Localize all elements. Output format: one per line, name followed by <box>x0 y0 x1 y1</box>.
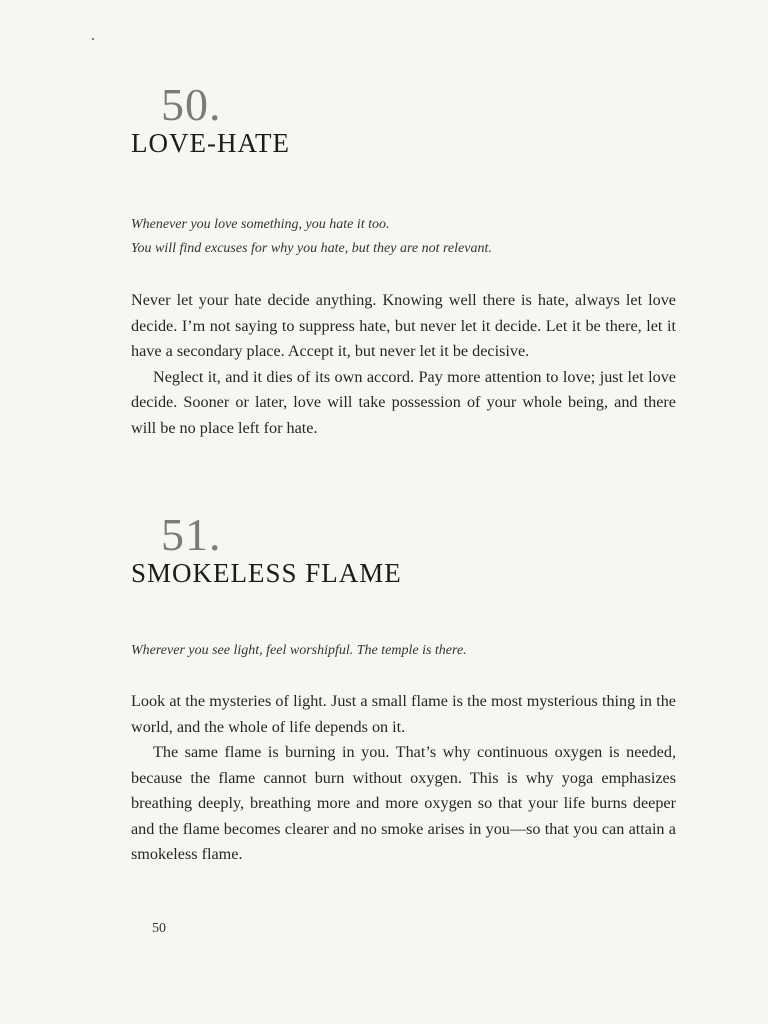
section-title: LOVE-HATE <box>131 128 290 158</box>
section-love-hate <box>131 79 676 441</box>
epigraph <box>131 213 676 261</box>
paragraph: The same flame is burning in you. That’s why continuous oxygen is needed, because the flame cannot burn without oxygen. This is why yoga emphasizes breathing deeply, breathing more and more oxygen so that your life burns deeper and the flame becomes clearer and no smoke arises in you—so that you can attain a smokeless flame. <box>131 743 676 863</box>
epigraph-line: Whenever you love something, you hate it too. <box>131 217 390 232</box>
epigraph-line: You will find excuses for why you hate, but they are not relevant. <box>131 241 492 256</box>
section-number: 51. <box>161 509 222 560</box>
paragraph: Neglect it, and it dies of its own accord. Pay more attention to love; just let love decide. Sooner or later, love will take possession of your whole being, and there will be no place left for hate. <box>131 367 676 437</box>
paragraph: Look at the mysteries of light. Just a small flame is the most mysterious thing in the world, and the whole of life depends on it. <box>131 692 676 736</box>
epigraph-line: Wherever you see light, feel worshipful. The temple is there. <box>131 643 467 658</box>
page-number: 50 <box>152 921 166 936</box>
page-speck <box>92 38 94 40</box>
section-smokeless-flame <box>131 509 676 868</box>
section-title: SMOKELESS FLAME <box>131 558 402 588</box>
section-body <box>131 288 676 441</box>
epigraph <box>131 639 676 663</box>
section-body <box>131 689 676 868</box>
section-number: 50. <box>161 79 222 130</box>
paragraph: Never let your hate decide anything. Knowing well there is hate, always let love decide. I’m not saying to suppress hate, but never let it decide. Let it be there, let it have a secondary place. Accept it, but never let it be decisive. <box>131 291 676 360</box>
